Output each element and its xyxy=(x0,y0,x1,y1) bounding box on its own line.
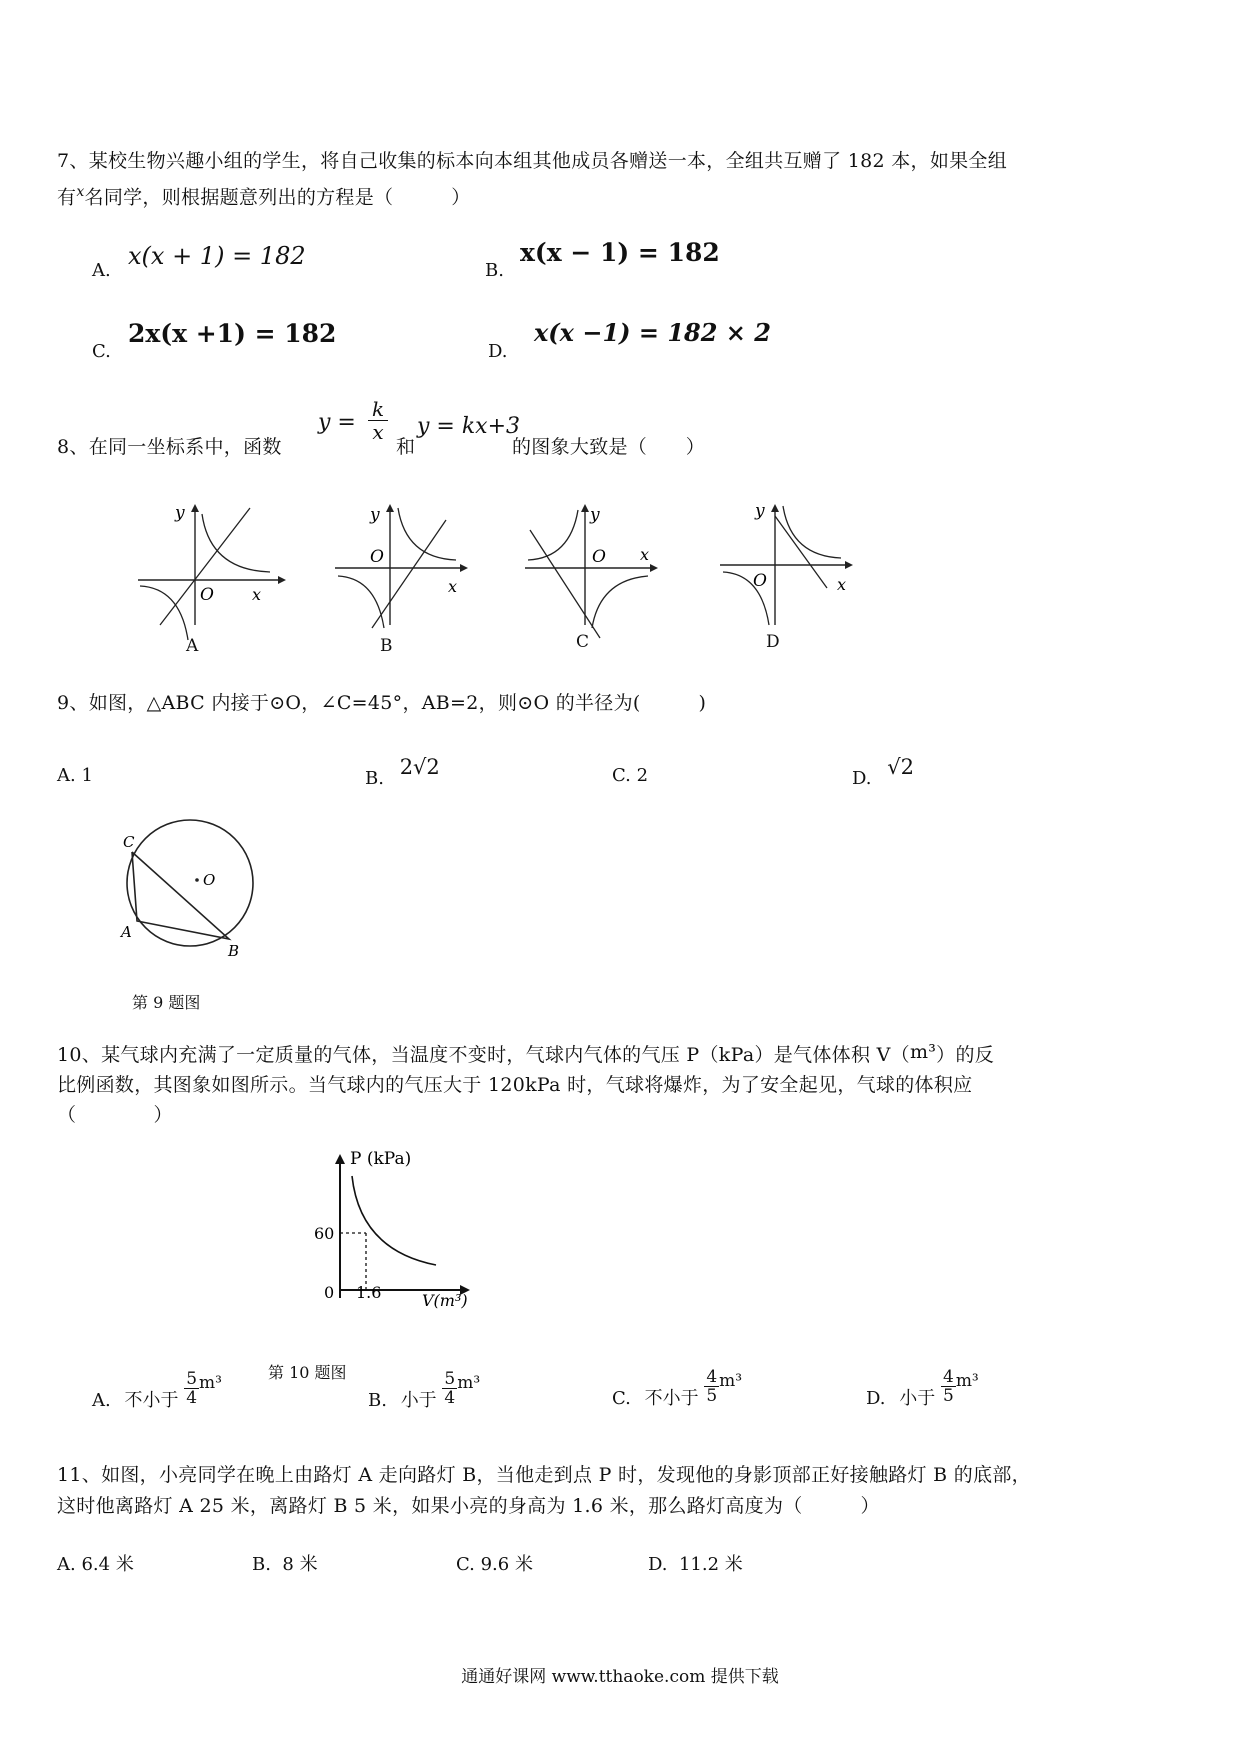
x-arrow xyxy=(845,561,853,569)
q8-graph-a xyxy=(130,500,290,660)
q11-option-c[interactable]: C. 9.6 米 xyxy=(456,1554,533,1575)
y-label: y xyxy=(370,505,380,525)
q8-graph-d xyxy=(715,500,865,660)
q9-option-a[interactable]: A. 1 xyxy=(57,765,93,786)
y-arrow xyxy=(191,504,199,512)
q8-graph-b xyxy=(330,500,480,660)
center-dot xyxy=(195,878,199,882)
q11-line2: 这时他离路灯 A 25 米，离路灯 B 5 米，如果小亮的身高为 1.6 米，那么路灯高度为（ ） xyxy=(57,1495,880,1517)
q7-option-a-expr: x(x + 1) = 182 xyxy=(128,242,306,270)
point-c-label: C xyxy=(123,833,135,851)
origin-label: O xyxy=(753,571,767,591)
q7-option-c-label[interactable]: C. xyxy=(92,341,111,362)
y-label: y xyxy=(755,501,765,521)
q10-option-a[interactable]: A. 不小于 $\frac{5}{4}$ m³ xyxy=(92,1369,222,1411)
hyperbola-lower-right xyxy=(592,576,648,628)
x-label: x xyxy=(837,575,847,594)
q7-line1: 7、某校生物兴趣小组的学生，将自己收集的标本向本组其他成员各赠送一本，全组共互赠了 182 本，如果全组 xyxy=(57,150,1008,172)
q8-f2: y = kx+3 xyxy=(417,414,521,439)
q9-caption: 第 9 题图 xyxy=(132,993,201,1012)
y-arrow xyxy=(581,504,589,512)
q9-option-d[interactable]: D. √2 xyxy=(852,755,914,789)
q11-option-a[interactable]: A. 6.4 米 xyxy=(57,1554,134,1575)
x-axis-label: V(m³) xyxy=(422,1291,468,1310)
origin-label: O xyxy=(200,585,214,605)
q10-graph xyxy=(310,1150,490,1335)
x-label: x xyxy=(640,545,650,564)
origin-label: O xyxy=(370,547,384,567)
origin-label: O xyxy=(592,547,606,567)
q10-option-c[interactable]: C. 不小于 $\frac{4}{5}$ m³ xyxy=(612,1367,743,1409)
x-label: x xyxy=(448,577,458,596)
x-arrow xyxy=(650,564,658,572)
hyperbola-lower xyxy=(140,586,188,640)
pressure-curve xyxy=(352,1176,436,1265)
q9-option-c[interactable]: C. 2 xyxy=(612,765,649,786)
origin-0: 0 xyxy=(324,1283,335,1302)
q7-option-a-label[interactable]: A. xyxy=(92,260,111,281)
q8-post: 的图象大致是（ ） xyxy=(512,436,706,458)
q8-graph-a-label[interactable]: A xyxy=(186,636,199,656)
q7-option-b-expr: x(x − 1) = 182 xyxy=(520,238,720,267)
x-label: x xyxy=(252,585,262,604)
q9-text: 9、如图，△ABC 内接于⊙O，∠C=45°，AB=2，则⊙O 的半径为( ) xyxy=(57,692,707,714)
x-tick-1-6: 1.6 xyxy=(356,1283,382,1302)
point-b-label: B xyxy=(228,942,240,960)
point-o-label: O xyxy=(203,871,216,889)
q7-option-d-label[interactable]: D. xyxy=(488,341,508,362)
q9-figure-circle xyxy=(115,815,265,960)
point-a-label: A xyxy=(121,923,132,941)
q8-f1-lhs: y = xyxy=(318,410,356,435)
y-arrow xyxy=(386,504,394,512)
y-arrow xyxy=(335,1154,345,1164)
triangle-abc xyxy=(132,852,229,939)
page-footer: 通通好课网 www.tthaoke.com 提供下载 xyxy=(461,1667,779,1687)
q10-caption: 第 10 题图 xyxy=(268,1363,347,1382)
q7-option-b-label[interactable]: B. xyxy=(485,260,504,281)
y-axis-label: P (kPa) xyxy=(350,1150,412,1169)
q8-graph-c xyxy=(520,500,670,660)
q9-option-b[interactable]: B. 2√2 xyxy=(365,755,440,789)
hyperbola-upper xyxy=(783,506,841,558)
y-tick-60: 60 xyxy=(314,1224,335,1243)
q10-option-b[interactable]: B. 小于 $\frac{5}{4}$ m³ xyxy=(368,1369,481,1411)
q11-option-d[interactable]: D. 11.2 米 xyxy=(648,1554,743,1575)
q8-graph-d-label[interactable]: D xyxy=(766,632,780,652)
q8-graph-b-label[interactable]: B xyxy=(380,636,393,656)
line xyxy=(372,520,446,628)
circle-o xyxy=(127,820,253,946)
q7-option-c-expr: 2x(x +1) = 182 xyxy=(128,319,337,348)
line xyxy=(775,516,827,588)
q10-line2: 比例函数，其图象如图所示。当气球内的气压大于 120kPa 时，气球将爆炸，为了安全起见，气球的体积应 xyxy=(57,1074,973,1096)
q8-pre: 8、在同一坐标系中，函数 xyxy=(57,436,282,458)
hyperbola-upper-left xyxy=(528,510,578,560)
y-label: y xyxy=(175,503,185,523)
q8-graph-c-label[interactable]: C xyxy=(576,632,590,652)
hyperbola-upper xyxy=(202,514,270,572)
x-arrow xyxy=(460,564,468,572)
q10-option-d[interactable]: D. 小于 $\frac{4}{5}$ m³ xyxy=(866,1367,979,1409)
line xyxy=(530,530,600,638)
y-arrow xyxy=(771,504,779,512)
x-arrow xyxy=(278,576,286,584)
hyperbola-upper xyxy=(398,508,456,560)
q11-line1: 11、如图，小亮同学在晚上由路灯 A 走向路灯 B，当他走到点 P 时，发现他的身影顶部正好接触路灯 B 的底部， xyxy=(57,1464,1031,1486)
q7-option-d-expr: x(x −1) = 182 × 2 xyxy=(534,318,771,347)
y-label: y xyxy=(590,505,600,525)
q11-option-b[interactable]: B. 8 米 xyxy=(252,1554,318,1575)
q10-line1: 10、某气球内充满了一定质量的气体，当温度不变时，气球内气体的气压 P（kPa）是气体体积 V（m³）的反 xyxy=(57,1041,995,1066)
q8-f1-fraction: k x xyxy=(368,398,388,443)
q7-var-x: x xyxy=(76,184,85,200)
q10-line3: （ ） xyxy=(57,1104,173,1126)
q7-line2: 有$^x$名同学，则根据题意列出的方程是（ ） xyxy=(57,184,471,209)
q8-mid: 和 xyxy=(396,436,416,458)
